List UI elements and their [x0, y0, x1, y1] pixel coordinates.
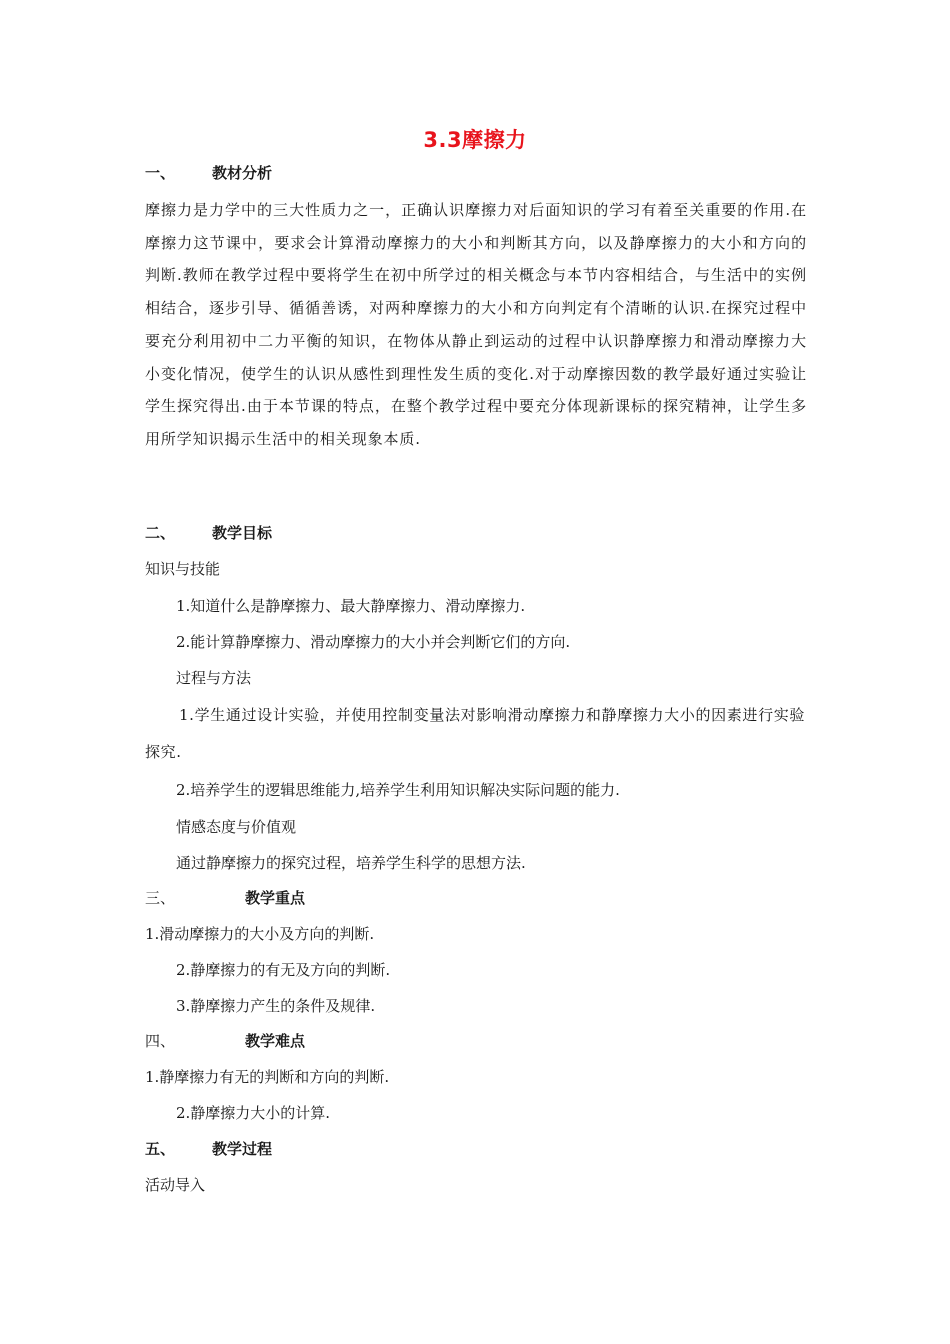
section-number: 二、 — [145, 524, 176, 542]
analysis-paragraph: 摩擦力是力学中的三大性质力之一，正确认识摩擦力对后面知识的学习有着至关重要的作用.在摩擦力这节课中，要求会计算滑动摩擦力的大小和判断其方向，以及静摩擦力的大小和方向的判断.教师在教学过程中要将学生在初中所学过的相关概念与本节内容相结合，与生活中的实例相结合，逐步引导、循循善诱，对两种摩擦力的大小和方向判定有个清晰的认识.在探究过程中要充分利用初中二力平衡的知识，在物体从静止到运动的过程中认识静摩擦力和滑动摩擦力大小变化情况，使学生的认识从感性到理性发生质的变化.对于动摩擦因数的教学最好通过实验让学生探究得出.由于本节课的特点，在整个教学过程中要充分体现新课标的探究精神，让学生多用所学知识揭示生活中的相关现象本质. — [145, 201, 807, 448]
page-title: 3.3摩擦力 — [423, 128, 527, 152]
section-heading-analysis — [145, 162, 273, 184]
process-item: 2.培养学生的逻辑思维能力,培养学生利用知识解决实际问题的能力. — [176, 781, 620, 799]
section-number: 四、 — [145, 1032, 176, 1050]
section-label: 教学目标 — [212, 524, 273, 542]
process-heading: 过程与方法 — [176, 669, 252, 687]
section-number: 一、 — [145, 164, 176, 182]
key-point-item: 1.滑动摩擦力的大小及方向的判断. — [145, 925, 375, 943]
section-label: 教材分析 — [212, 164, 273, 182]
section-heading-objectives — [145, 522, 273, 544]
key-point-item: 2.静摩擦力的有无及方向的判断. — [176, 961, 391, 979]
emotion-heading: 情感态度与价值观 — [176, 818, 297, 836]
section-number: 五、 — [145, 1140, 176, 1158]
section-label: 教学难点 — [245, 1032, 306, 1050]
section-heading-process — [145, 1138, 273, 1160]
section-heading-difficulties — [145, 1030, 306, 1052]
process-intro: 活动导入 — [145, 1176, 206, 1194]
knowledge-item: 1.知道什么是静摩擦力、最大静摩擦力、滑动摩擦力. — [176, 597, 526, 615]
section-heading-key-points — [145, 887, 306, 909]
difficulty-item: 2.静摩擦力大小的计算. — [176, 1104, 331, 1122]
knowledge-item: 2.能计算静摩擦力、滑动摩擦力的大小并会判断它们的方向. — [176, 633, 571, 651]
process-item: 1.学生通过设计实验，并使用控制变量法对影响滑动摩擦力和静摩擦力大小的因素进行实验探究. — [145, 706, 805, 761]
knowledge-heading: 知识与技能 — [145, 560, 221, 578]
key-point-item: 3.静摩擦力产生的条件及规律. — [176, 997, 376, 1015]
section-number: 三、 — [145, 889, 176, 907]
section-label: 教学重点 — [245, 889, 306, 907]
difficulty-item: 1.静摩擦力有无的判断和方向的判断. — [145, 1068, 390, 1086]
section-label: 教学过程 — [212, 1140, 273, 1158]
emotion-item: 通过静摩擦力的探究过程，培养学生科学的思想方法. — [176, 854, 526, 872]
